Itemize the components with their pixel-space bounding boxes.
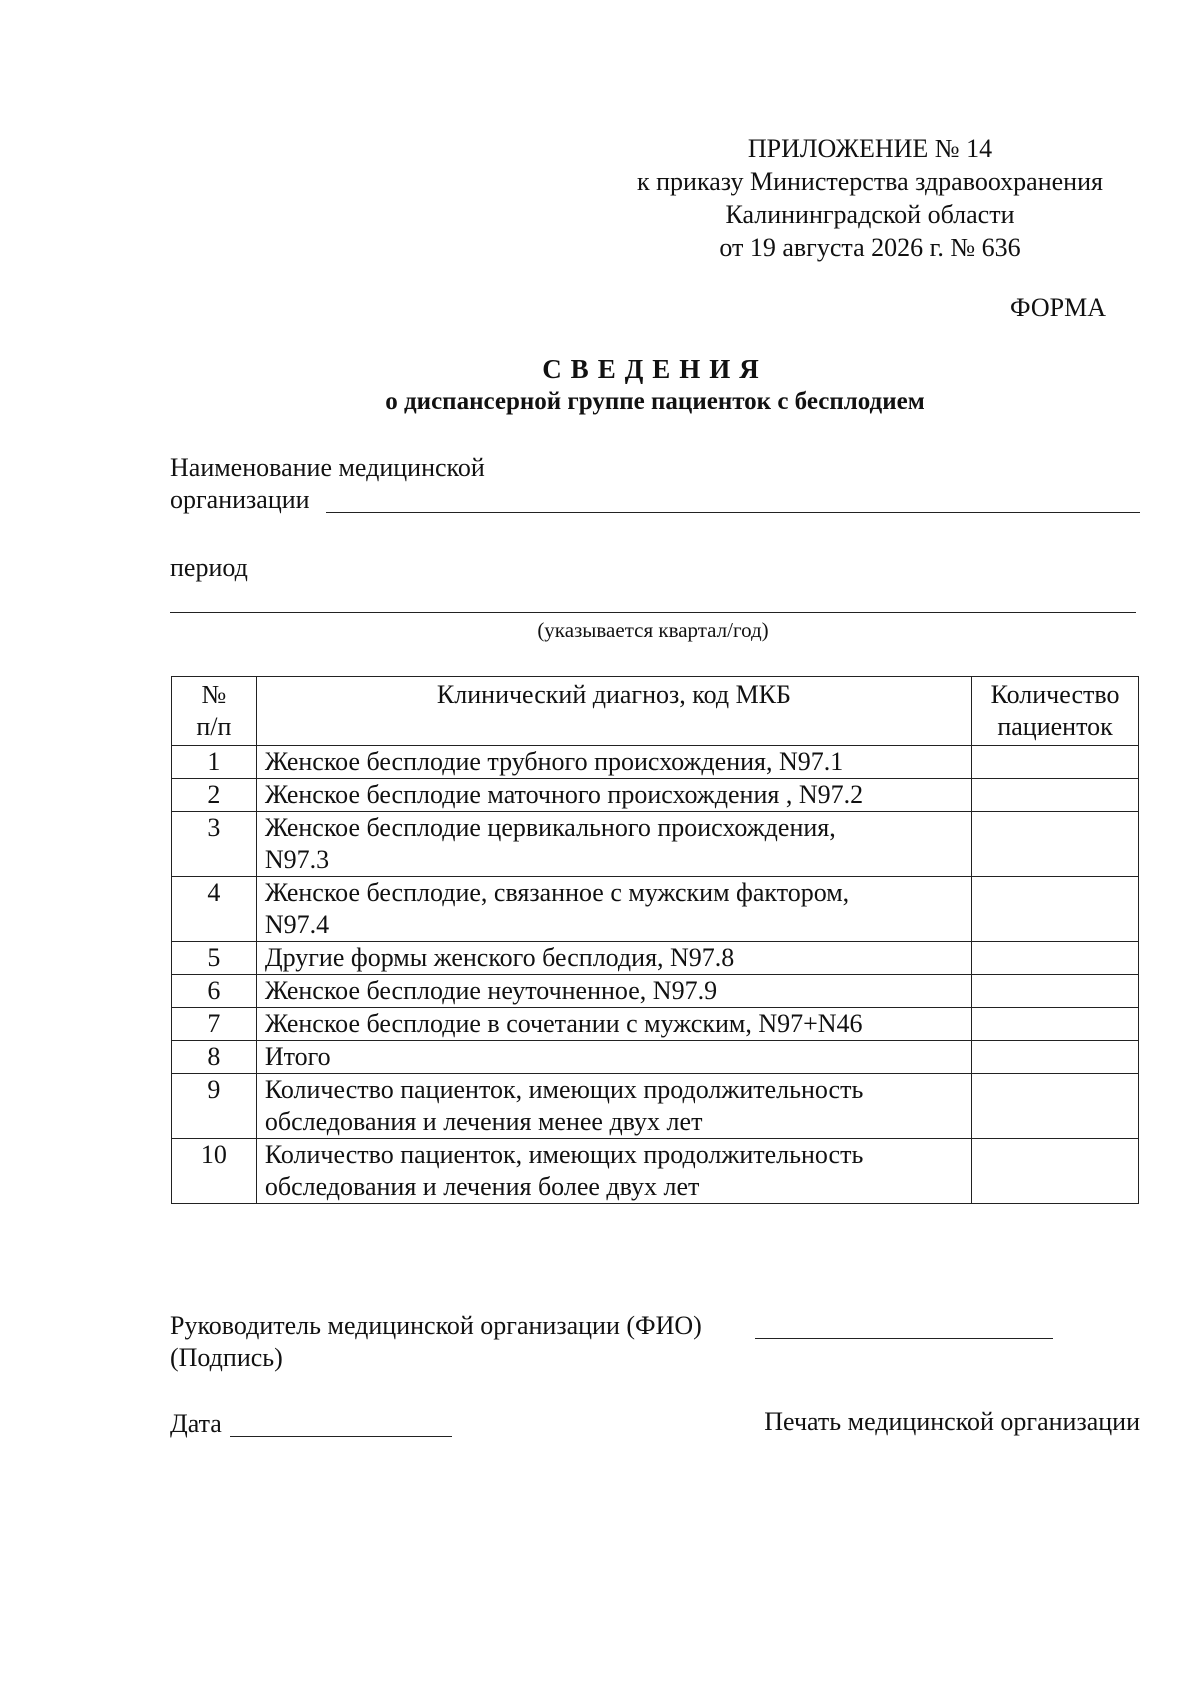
row-diagnosis-line: Другие формы женского бесплодия, N97.8 [264,943,735,972]
date-label: Дата [170,1409,222,1438]
row-diagnosis [256,1139,971,1204]
document-title: СВЕДЕНИЯ [542,354,768,384]
row-num: 4 [172,877,257,942]
appendix-header [600,132,1140,264]
row-diagnosis-line: Женское бесплодие маточного происхождения , N97.2 [264,780,864,809]
stamp-label: Печать медицинской организации [764,1407,1140,1436]
table-row [172,877,1139,942]
row-diagnosis-line: Женское бесплодие цервикального происхождения, [264,813,836,842]
row-count-cell[interactable] [972,746,1139,779]
table-row [172,812,1139,877]
header-num [172,677,257,746]
table-row [172,975,1139,1008]
period-hint: (указывается квартал/год) [537,618,769,642]
row-num: 9 [172,1074,257,1139]
row-diagnosis-line: N97.4 [264,910,330,939]
row-count-cell[interactable] [972,975,1139,1008]
row-num: 7 [172,1008,257,1041]
period-label: период [170,553,248,582]
row-count-cell[interactable] [972,1074,1139,1139]
appendix-order-date: от 19 августа 2026 г. № 636 [719,233,1021,262]
appendix-number: ПРИЛОЖЕНИЕ № 14 [747,134,993,163]
row-diagnosis [256,975,971,1008]
row-num: 5 [172,942,257,975]
row-count-cell[interactable] [972,877,1139,942]
row-diagnosis-line: Количество пациенток, имеющих продолжительность [264,1140,864,1169]
appendix-region: Калининградской области [725,200,1015,229]
header-num-line1: № [201,680,227,709]
row-count-cell[interactable] [972,812,1139,877]
row-diagnosis [256,779,971,812]
row-num: 2 [172,779,257,812]
row-diagnosis-line: Женское бесплодие неуточненное, N97.9 [264,976,718,1005]
date-field[interactable] [230,1436,452,1437]
row-diagnosis [256,746,971,779]
row-diagnosis-line: N97.3 [264,845,330,874]
row-diagnosis-line: обследования и лечения менее двух лет [264,1107,703,1136]
row-diagnosis-line: Женское бесплодие, связанное с мужским фактором, [264,878,850,907]
row-diagnosis [256,1041,971,1074]
table-row [172,1041,1139,1074]
header-num-line2: п/п [196,712,232,741]
head-name-field[interactable] [755,1338,1053,1339]
row-count-cell[interactable] [972,942,1139,975]
header-count-line2: пациенток [997,712,1113,741]
row-diagnosis-line: Количество пациенток, имеющих продолжительность [264,1075,864,1104]
table-row [172,1008,1139,1041]
row-diagnosis [256,1008,971,1041]
row-diagnosis [256,877,971,942]
header-count-line1: Количество [990,680,1120,709]
row-count-cell[interactable] [972,1139,1139,1204]
row-diagnosis-line: обследования и лечения более двух лет [264,1172,700,1201]
table-row [172,746,1139,779]
table-row [172,1074,1139,1139]
table-row [172,1139,1139,1204]
row-diagnosis-line: Итого [264,1042,331,1071]
row-diagnosis-line: Женское бесплодие трубного происхождения, N97.1 [264,747,844,776]
row-diagnosis [256,1074,971,1139]
appendix-order-ref: к приказу Министерства здравоохранения [637,167,1103,196]
header-diagnosis: Клинический диагноз, код МКБ [256,677,971,746]
row-count-cell[interactable] [972,779,1139,812]
organization-field[interactable] [326,512,1140,513]
table-row [172,942,1139,975]
row-count-cell[interactable] [972,1041,1139,1074]
diagnosis-table [171,676,1139,1204]
row-count-cell[interactable] [972,1008,1139,1041]
form-label: ФОРМА [1010,293,1106,322]
row-num: 3 [172,812,257,877]
row-diagnosis-line: Женское бесплодие в сочетании с мужским, N97+N46 [264,1009,863,1038]
row-num: 10 [172,1139,257,1204]
organization-label-line2: организации [170,485,310,514]
table-row [172,779,1139,812]
header-count [972,677,1139,746]
row-diagnosis [256,942,971,975]
organization-label-line1: Наименование медицинской [170,453,485,482]
row-num: 1 [172,746,257,779]
table-header-row [172,677,1139,746]
period-field[interactable] [170,612,1136,613]
row-num: 6 [172,975,257,1008]
signature-label: (Подпись) [170,1343,283,1372]
document-subtitle: о диспансерной группе пациенток с бесплодием [385,388,925,415]
row-num: 8 [172,1041,257,1074]
head-label: Руководитель медицинской организации (ФИО) [170,1311,702,1340]
row-diagnosis [256,812,971,877]
